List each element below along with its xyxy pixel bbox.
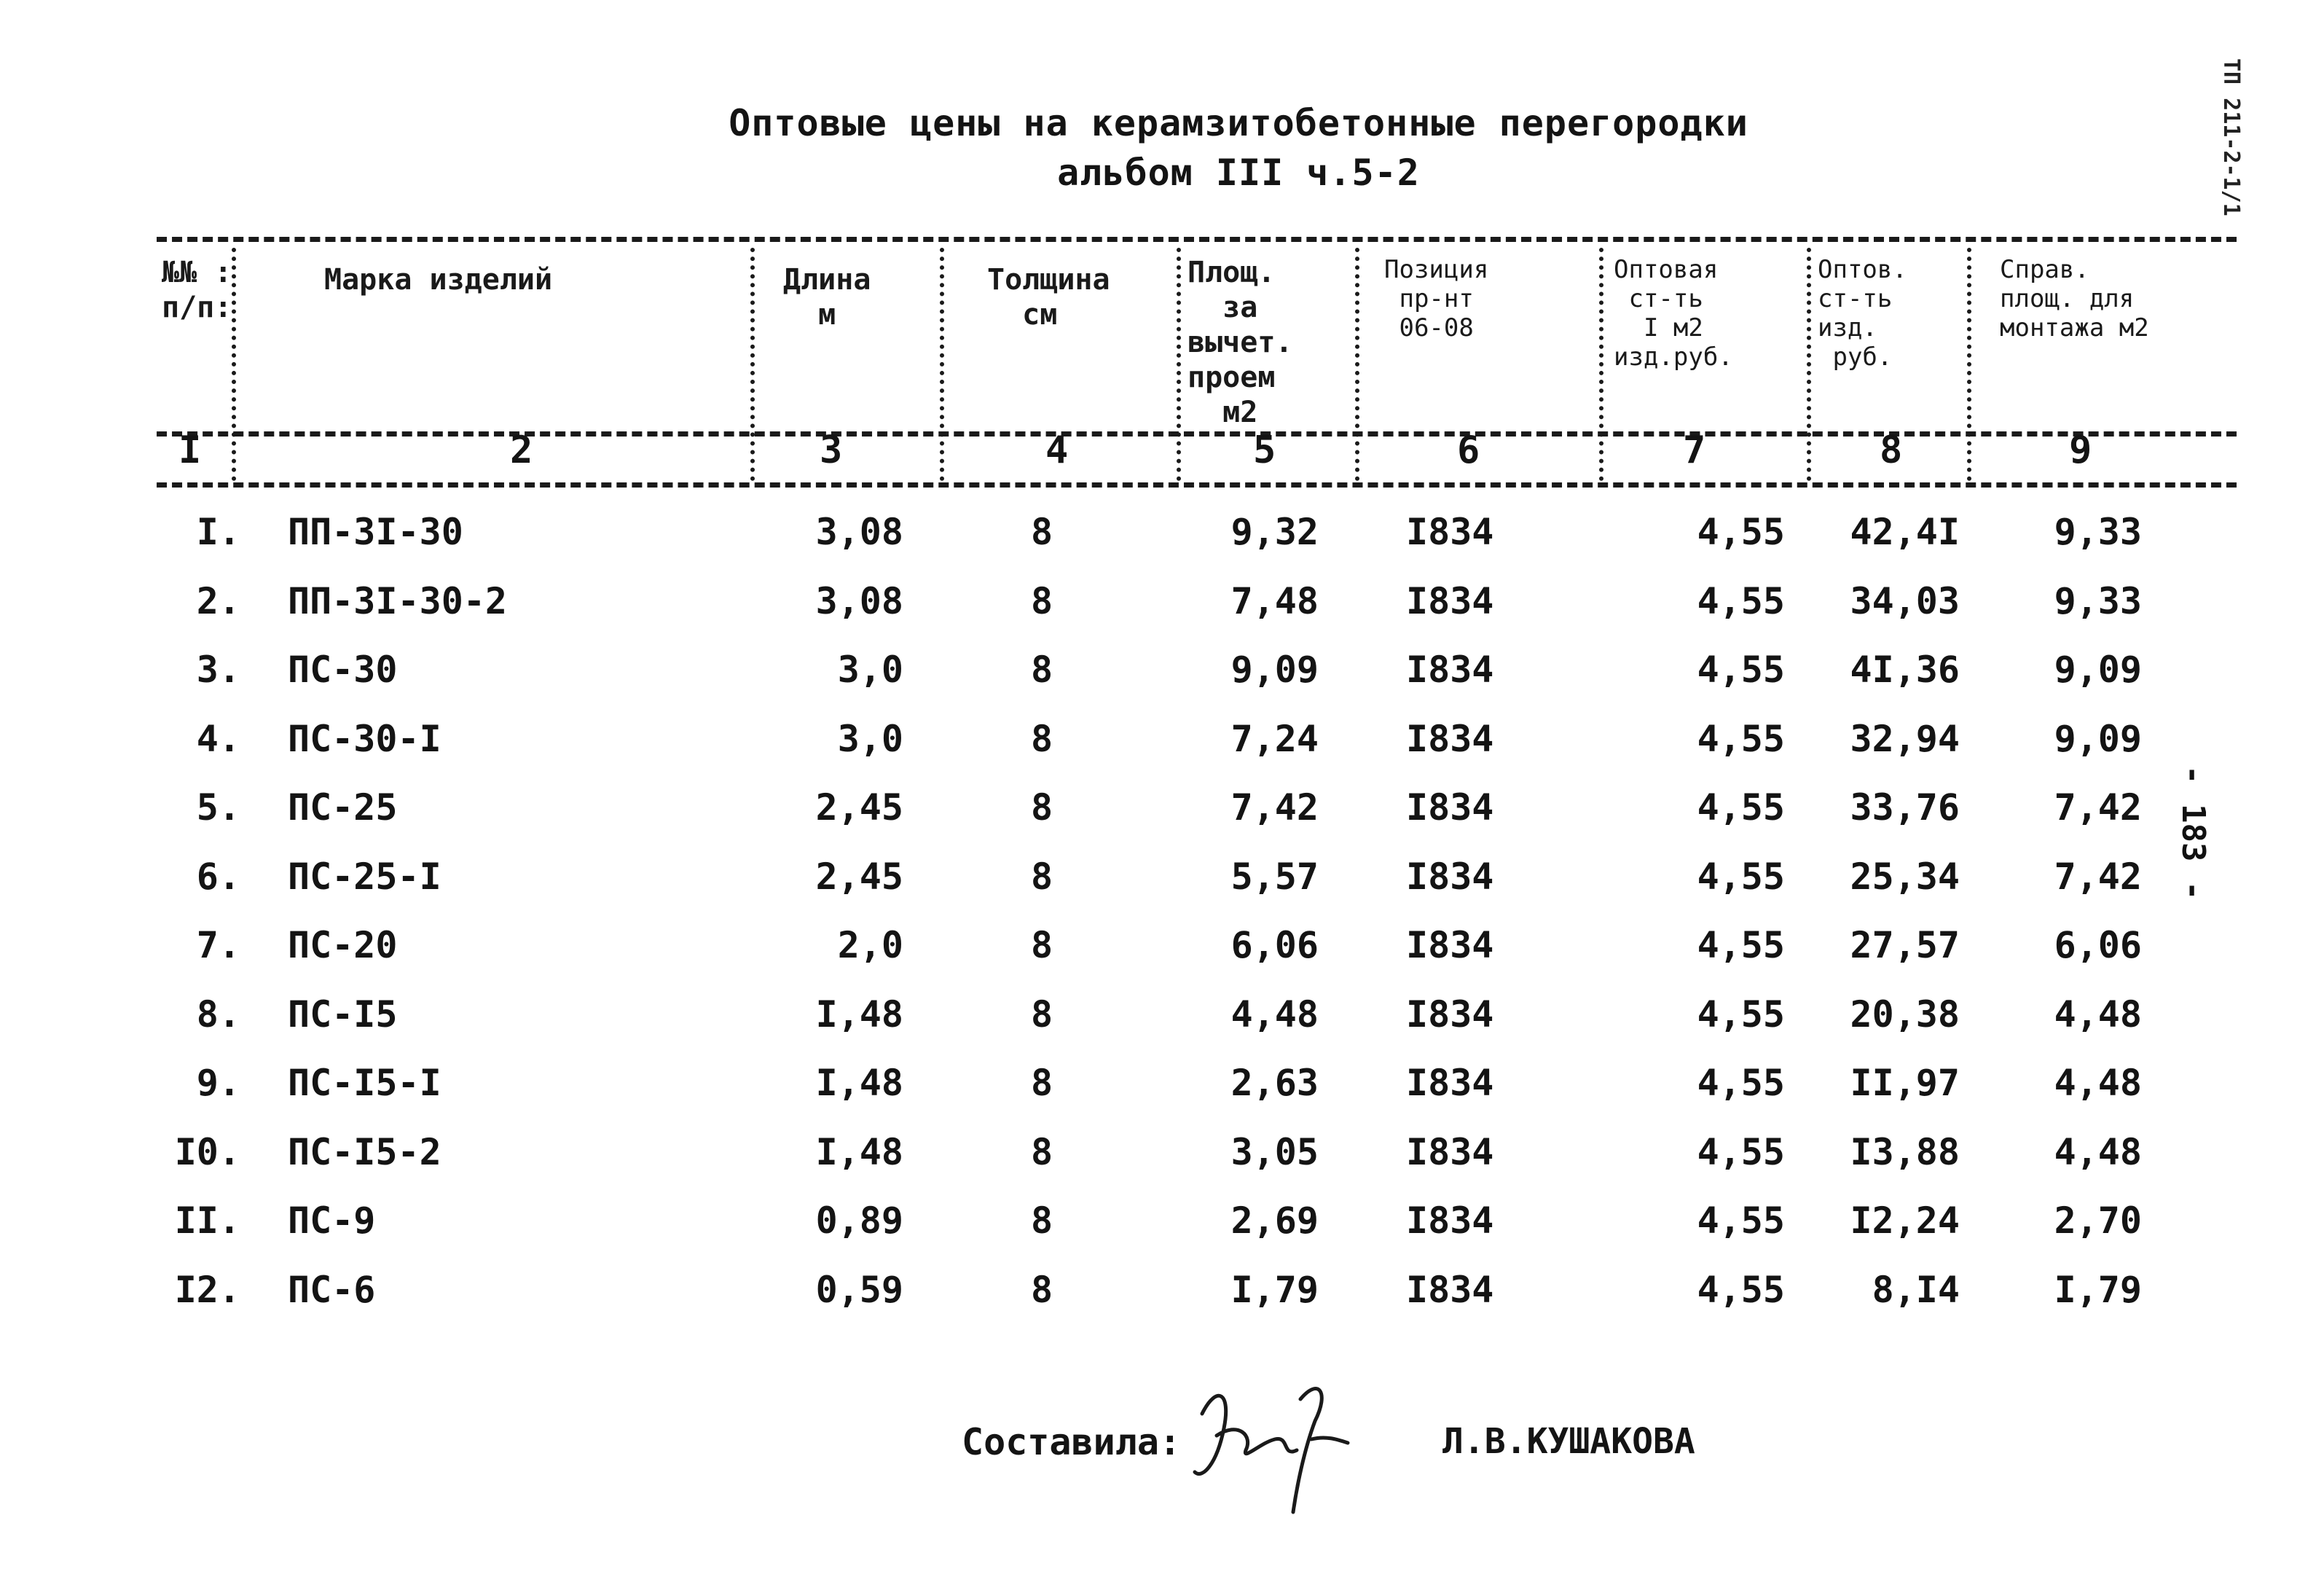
row-number: I0. xyxy=(174,1130,240,1173)
price-position: I834 xyxy=(1406,579,1494,622)
table-row xyxy=(0,1255,2324,1325)
reference-area: 6,06 xyxy=(2054,924,2142,966)
price-position: I834 xyxy=(1406,717,1494,760)
header-total-price: Оптов. ст-ть изд. руб. xyxy=(1818,255,1907,372)
table-row xyxy=(0,842,2324,912)
column-separator xyxy=(940,248,944,481)
row-number: II. xyxy=(174,1199,240,1242)
row-number: 5. xyxy=(196,786,240,829)
handwritten-signature xyxy=(1173,1370,1362,1516)
header-reference-area: Справ. площ. для монтажа м2 xyxy=(2000,255,2149,343)
header-area: Площ. за вычет. проем м2 xyxy=(1187,256,1293,429)
area-value: 7,42 xyxy=(1230,786,1319,829)
product-mark: ПП-3I-30 xyxy=(288,511,463,553)
document-subtitle: альбом III ч.5-2 xyxy=(1057,152,1420,194)
thickness-value: 8 xyxy=(1030,993,1053,1036)
column-number: 4 xyxy=(1045,428,1069,472)
thickness-value: 8 xyxy=(1030,579,1053,622)
column-separator xyxy=(1177,248,1181,481)
header-thickness: Толщина см xyxy=(987,263,1110,332)
table-row xyxy=(0,1048,2324,1118)
column-separator xyxy=(1355,248,1359,481)
thickness-value: 8 xyxy=(1030,1062,1053,1104)
length-value: 2,45 xyxy=(815,786,903,829)
reference-area: 4,48 xyxy=(2054,1130,2142,1173)
price-position: I834 xyxy=(1406,855,1494,898)
unit-price: 4,55 xyxy=(1697,1199,1785,1242)
total-price: 42,4I xyxy=(1850,511,1960,553)
area-value: 2,63 xyxy=(1230,1062,1319,1104)
product-mark: ПС-I5-I xyxy=(288,1062,441,1104)
thickness-value: 8 xyxy=(1030,649,1053,691)
table-row xyxy=(0,635,2324,705)
table-top-rule xyxy=(157,237,2237,242)
column-number: 9 xyxy=(2069,428,2092,472)
table-row xyxy=(0,910,2324,980)
row-number: 7. xyxy=(196,924,240,966)
table-row xyxy=(0,1117,2324,1187)
thickness-value: 8 xyxy=(1030,511,1053,553)
column-number: 8 xyxy=(1880,428,1903,472)
thickness-value: 8 xyxy=(1030,924,1053,966)
total-price: 20,38 xyxy=(1850,993,1960,1036)
area-value: 9,09 xyxy=(1230,649,1319,691)
thickness-value: 8 xyxy=(1030,855,1053,898)
unit-price: 4,55 xyxy=(1697,1268,1785,1311)
total-price: 25,34 xyxy=(1850,855,1960,898)
row-number: 4. xyxy=(196,717,240,760)
row-number: 2. xyxy=(196,579,240,622)
header-wholesale-price: Оптовая ст-ть I м2 изд.руб. xyxy=(1614,255,1733,372)
unit-price: 4,55 xyxy=(1697,649,1785,691)
total-price: 32,94 xyxy=(1850,717,1960,760)
header-length: Длина м xyxy=(783,263,871,332)
product-mark: ПС-30 xyxy=(288,649,398,691)
row-number: 9. xyxy=(196,1062,240,1104)
product-mark: ПС-9 xyxy=(288,1199,376,1242)
reference-area: 9,09 xyxy=(2054,717,2142,760)
header-bottom-rule xyxy=(157,431,2237,437)
length-value: 3,08 xyxy=(815,511,903,553)
row-number: 3. xyxy=(196,649,240,691)
header-no: №№ : п/п: xyxy=(162,256,232,324)
column-number: I xyxy=(178,428,202,472)
total-price: II,97 xyxy=(1850,1062,1960,1104)
reference-area: 9,09 xyxy=(2054,649,2142,691)
area-value: 3,05 xyxy=(1230,1130,1319,1173)
reference-area: 4,48 xyxy=(2054,1062,2142,1104)
reference-area: 9,33 xyxy=(2054,511,2142,553)
table-row xyxy=(0,704,2324,774)
column-separator xyxy=(1599,248,1603,481)
compiled-by-label: Составила: xyxy=(962,1421,1182,1463)
product-mark: ПС-25-I xyxy=(288,855,441,898)
area-value: 2,69 xyxy=(1230,1199,1319,1242)
length-value: I,48 xyxy=(815,1130,903,1173)
price-position: I834 xyxy=(1406,1062,1494,1104)
column-number: 3 xyxy=(820,428,843,472)
unit-price: 4,55 xyxy=(1697,1062,1785,1104)
length-value: 3,0 xyxy=(837,649,903,691)
thickness-value: 8 xyxy=(1030,1199,1053,1242)
length-value: 3,0 xyxy=(837,717,903,760)
product-mark: ПС-I5-2 xyxy=(288,1130,441,1173)
area-value: 4,48 xyxy=(1230,993,1319,1036)
column-numbers-rule xyxy=(157,482,2237,488)
unit-price: 4,55 xyxy=(1697,855,1785,898)
price-position: I834 xyxy=(1406,1199,1494,1242)
compiler-name: Л.В.КУШАКОВА xyxy=(1442,1421,1695,1462)
column-number: 5 xyxy=(1253,428,1276,472)
price-position: I834 xyxy=(1406,1268,1494,1311)
total-price: 8,I4 xyxy=(1872,1268,1960,1311)
table-row xyxy=(0,772,2324,842)
side-document-code: ТП 211-2-1/1 xyxy=(2218,58,2244,216)
reference-area: I,79 xyxy=(2054,1268,2142,1311)
thickness-value: 8 xyxy=(1030,717,1053,760)
total-price: 34,03 xyxy=(1850,579,1960,622)
product-mark: ПС-6 xyxy=(288,1268,376,1311)
unit-price: 4,55 xyxy=(1697,786,1785,829)
product-mark: ПП-3I-30-2 xyxy=(288,579,508,622)
reference-area: 7,42 xyxy=(2054,855,2142,898)
price-position: I834 xyxy=(1406,993,1494,1036)
area-value: 7,48 xyxy=(1230,579,1319,622)
total-price: 33,76 xyxy=(1850,786,1960,829)
row-number: 6. xyxy=(196,855,240,898)
unit-price: 4,55 xyxy=(1697,993,1785,1036)
thickness-value: 8 xyxy=(1030,1130,1053,1173)
price-position: I834 xyxy=(1406,924,1494,966)
table-row xyxy=(0,497,2324,567)
length-value: I,48 xyxy=(815,993,903,1036)
total-price: I2,24 xyxy=(1850,1199,1960,1242)
row-number: I. xyxy=(196,511,240,553)
total-price: 4I,36 xyxy=(1850,649,1960,691)
length-value: 3,08 xyxy=(815,579,903,622)
product-mark: ПС-20 xyxy=(288,924,398,966)
document-title: Оптовые цены на керамзитобетонные перегородки xyxy=(729,102,1748,144)
length-value: 0,59 xyxy=(815,1268,903,1311)
thickness-value: 8 xyxy=(1030,1268,1053,1311)
total-price: 27,57 xyxy=(1850,924,1960,966)
row-number: 8. xyxy=(196,993,240,1036)
table-row xyxy=(0,1186,2324,1256)
price-position: I834 xyxy=(1406,511,1494,553)
price-position: I834 xyxy=(1406,786,1494,829)
column-separator xyxy=(1967,248,1971,481)
unit-price: 4,55 xyxy=(1697,717,1785,760)
length-value: I,48 xyxy=(815,1062,903,1104)
table-row xyxy=(0,566,2324,636)
row-number: I2. xyxy=(174,1268,240,1311)
unit-price: 4,55 xyxy=(1697,579,1785,622)
reference-area: 2,70 xyxy=(2054,1199,2142,1242)
reference-area: 9,33 xyxy=(2054,579,2142,622)
column-separator xyxy=(750,248,755,481)
thickness-value: 8 xyxy=(1030,786,1053,829)
area-value: 7,24 xyxy=(1230,717,1319,760)
area-value: 6,06 xyxy=(1230,924,1319,966)
product-mark: ПС-25 xyxy=(288,786,398,829)
unit-price: 4,55 xyxy=(1697,511,1785,553)
unit-price: 4,55 xyxy=(1697,1130,1785,1173)
table-row xyxy=(0,979,2324,1049)
price-position: I834 xyxy=(1406,1130,1494,1173)
length-value: 0,89 xyxy=(815,1199,903,1242)
header-position: Позиция пр-нт 06-08 xyxy=(1384,255,1489,343)
column-number: 2 xyxy=(510,428,533,472)
header-mark: Марка изделий xyxy=(324,263,553,297)
unit-price: 4,55 xyxy=(1697,924,1785,966)
reference-area: 7,42 xyxy=(2054,786,2142,829)
column-separator xyxy=(1807,248,1811,481)
total-price: I3,88 xyxy=(1850,1130,1960,1173)
area-value: 9,32 xyxy=(1230,511,1319,553)
area-value: I,79 xyxy=(1230,1268,1319,1311)
length-value: 2,0 xyxy=(837,924,903,966)
length-value: 2,45 xyxy=(815,855,903,898)
product-mark: ПС-I5 xyxy=(288,993,398,1036)
column-number: 6 xyxy=(1457,428,1480,472)
column-separator xyxy=(232,248,236,481)
column-number: 7 xyxy=(1683,428,1706,472)
page-number: - 183 - xyxy=(2175,765,2212,901)
product-mark: ПС-30-I xyxy=(288,717,441,760)
price-position: I834 xyxy=(1406,649,1494,691)
area-value: 5,57 xyxy=(1230,855,1319,898)
reference-area: 4,48 xyxy=(2054,993,2142,1036)
